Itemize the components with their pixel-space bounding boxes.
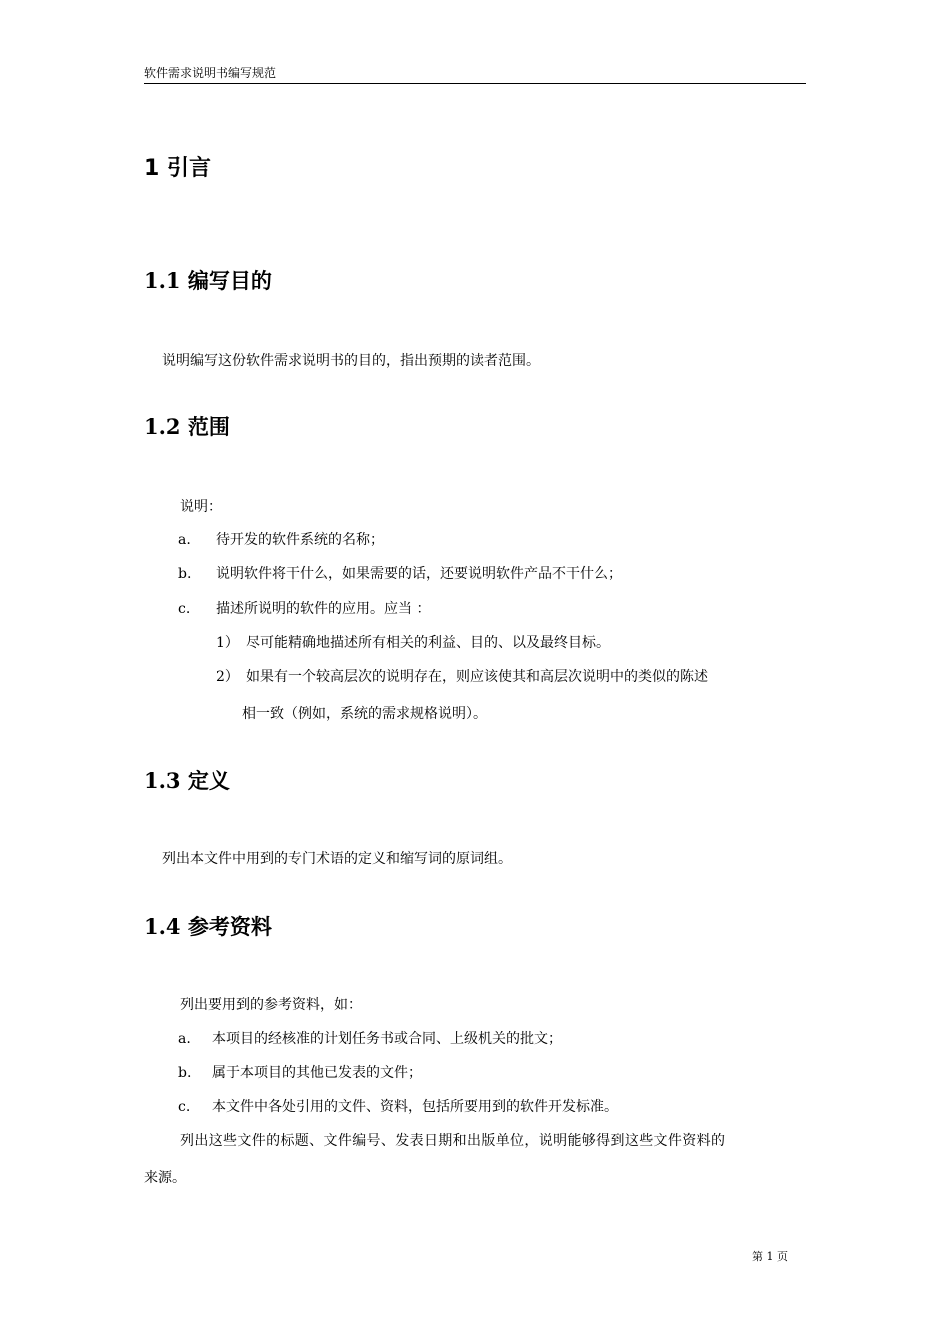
list-item-text: 本文件中各处引用的文件、资料，包括所要用到的软件开发标准。 <box>212 1099 618 1115</box>
section-heading-1-3: 1.3 定义 <box>144 768 230 793</box>
header-rule <box>144 83 806 84</box>
list-marker: a. <box>178 1031 191 1047</box>
section-1-4-intro: 列出要用到的参考资料，如： <box>180 997 362 1013</box>
section-heading-1-1: 1.1 编写目的 <box>144 268 272 293</box>
list-item-text: 待开发的软件系统的名称； <box>216 532 384 548</box>
section-1-1-paragraph: 说明编写这份软件需求说明书的目的，指出预期的读者范围。 <box>162 353 540 369</box>
list-marker: c. <box>178 601 191 617</box>
sub-list-item-text: 尽可能精确地描述所有相关的利益、目的、以及最终目标。 <box>246 635 610 651</box>
sub-list-item-continuation: 相一致（例如，系统的需求规格说明）。 <box>242 706 487 722</box>
sub-list-marker: 1） <box>216 635 239 651</box>
section-1-2-intro: 说明： <box>180 499 222 515</box>
page-number: 第 1 页 <box>752 1250 788 1263</box>
list-marker: b. <box>178 1065 192 1081</box>
section-1-4-closing-line-2: 来源。 <box>144 1170 186 1186</box>
list-marker: a. <box>178 532 191 548</box>
sub-list-item-text: 如果有一个较高层次的说明存在，则应该使其和高层次说明中的类似的陈述 <box>246 669 708 685</box>
chapter-title: 1 引言 <box>144 156 211 181</box>
running-header: 软件需求说明书编写规范 <box>144 66 277 80</box>
section-1-3-paragraph: 列出本文件中用到的专门术语的定义和缩写词的原词组。 <box>162 851 512 867</box>
section-heading-1-4: 1.4 参考资料 <box>144 914 272 939</box>
list-marker: c. <box>178 1099 191 1115</box>
list-item-text: 本项目的经核准的计划任务书或合同、上级机关的批文； <box>212 1031 562 1047</box>
section-1-4-closing-line-1: 列出这些文件的标题、文件编号、发表日期和出版单位，说明能够得到这些文件资料的 <box>180 1133 726 1149</box>
list-marker: b. <box>178 566 192 582</box>
list-item-text: 属于本项目的其他已发表的文件； <box>212 1065 422 1081</box>
list-item-text: 说明软件将干什么，如果需要的话，还要说明软件产品不干什么； <box>216 566 622 582</box>
section-heading-1-2: 1.2 范围 <box>144 414 230 439</box>
list-item-text: 描述所说明的软件的应用。应当 ： <box>216 601 431 617</box>
sub-list-marker: 2） <box>216 669 239 685</box>
